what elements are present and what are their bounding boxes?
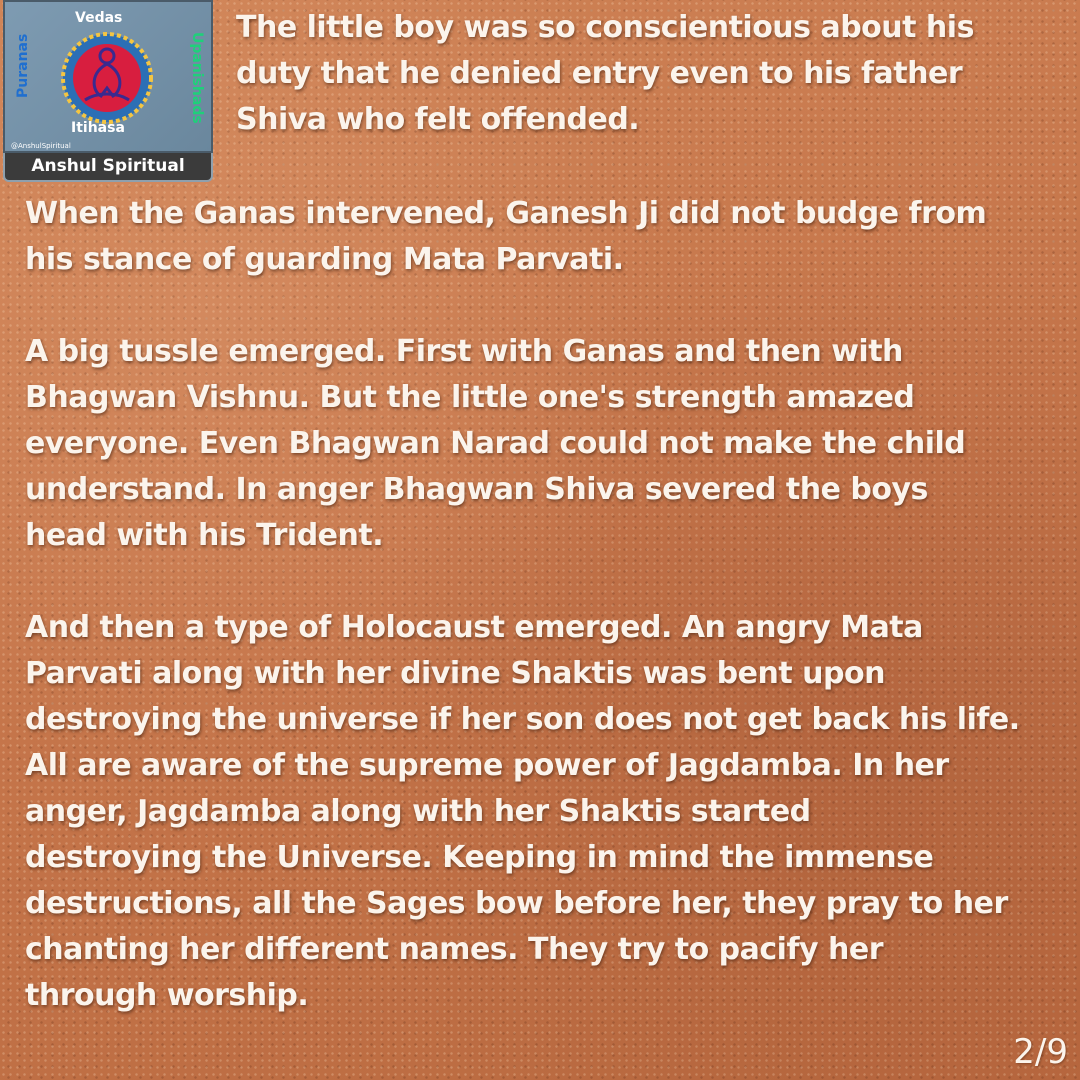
brand-name: Anshul Spiritual — [31, 156, 185, 176]
paragraph-line: Shiva who felt offended. — [236, 102, 640, 137]
paragraph-line: When the Ganas intervened, Ganesh Ji did not budge from — [25, 196, 987, 231]
paragraph-line: The little boy was so conscientious about his — [236, 10, 974, 45]
paragraph-line: A big tussle emerged. First with Ganas and then with — [25, 334, 903, 369]
paragraph-line: head with his Trident. — [25, 518, 384, 553]
paragraph-line: his stance of guarding Mata Parvati. — [25, 242, 624, 277]
logo-label-vedas: Vedas — [75, 10, 123, 26]
paragraph-line: understand. In anger Bhagwan Shiva severed the boys — [25, 472, 928, 507]
paragraph-line: anger, Jagdamba along with her Shaktis started — [25, 794, 811, 829]
paragraph-line: Bhagwan Vishnu. But the little one's strength amazed — [25, 380, 915, 415]
paragraph-line: All are aware of the supreme power of Jagdamba. In her — [25, 748, 949, 783]
paragraph-line: destroying the universe if her son does not get back his life. — [25, 702, 1020, 737]
meditating-figure-mandala-icon — [57, 28, 157, 128]
paragraph-1 — [236, 5, 974, 143]
paragraph-line: everyone. Even Bhagwan Narad could not make the child — [25, 426, 966, 461]
paragraph-line: through worship. — [25, 978, 309, 1013]
paragraph-line: And then a type of Holocaust emerged. An angry Mata — [25, 610, 923, 645]
paragraph-line: Parvati along with her divine Shaktis was bent upon — [25, 656, 885, 691]
logo-label-upanishads: Upanishads — [189, 32, 205, 124]
paragraph-3 — [25, 329, 965, 559]
logo-label-itihasa: Itihasa — [71, 120, 125, 136]
paragraph-line: duty that he denied entry even to his father — [236, 56, 963, 91]
logo-label-puranas: Puranas — [15, 33, 31, 98]
brand-name-bar — [3, 153, 213, 182]
brand-logo — [3, 0, 213, 182]
paragraph-line: destroying the Universe. Keeping in mind the immense — [25, 840, 934, 875]
paragraph-4 — [25, 605, 1020, 1019]
page-indicator: 2/9 — [1013, 1032, 1068, 1072]
paragraph-line: destructions, all the Sages bow before her, they pray to her — [25, 886, 1008, 921]
logo-frame — [3, 0, 213, 153]
paragraph-2 — [25, 191, 986, 283]
social-handle: @AnshulSpiritual — [11, 142, 71, 150]
paragraph-line: chanting her different names. They try to pacify her — [25, 932, 884, 967]
